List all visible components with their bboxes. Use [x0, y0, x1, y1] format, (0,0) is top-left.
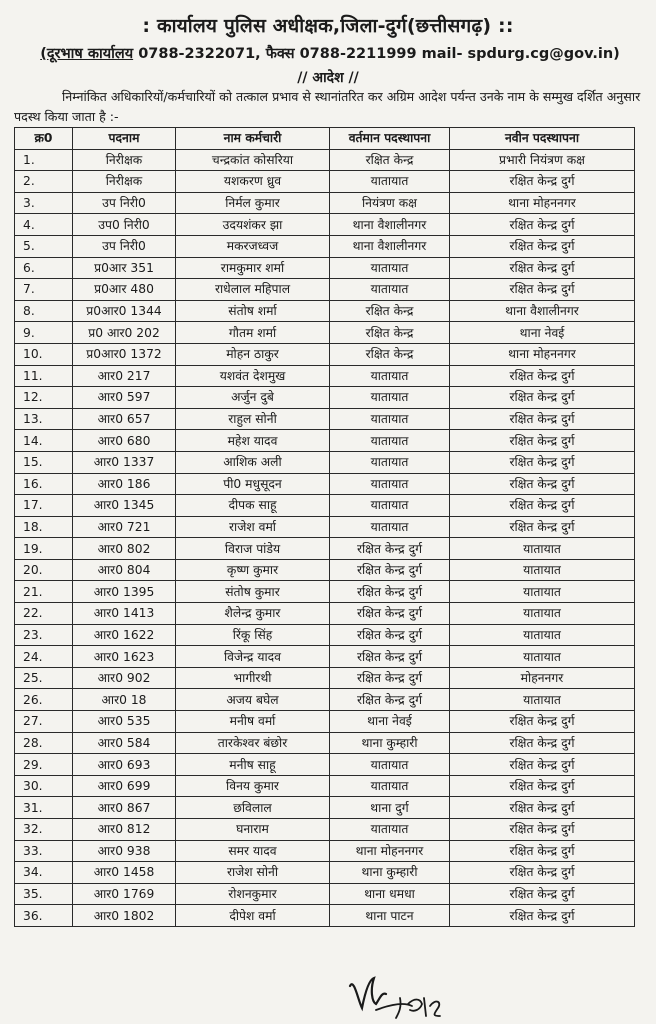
- table-row: [15, 235, 635, 257]
- cell-serial: 14.: [15, 430, 73, 452]
- cell-current-posting: थाना पाटन: [330, 905, 450, 927]
- cell-designation: आर0 802: [73, 538, 176, 560]
- table-row: [15, 149, 635, 171]
- table-row: [15, 905, 635, 927]
- contact-office-label: (दूरभाष कार्यालय: [40, 46, 134, 62]
- cell-current-posting: रक्षित केन्द्र: [330, 300, 450, 322]
- cell-designation: आर0 1345: [73, 495, 176, 517]
- cell-employee-name: विजेन्द्र यादव: [176, 646, 330, 668]
- cell-current-posting: यातायात: [330, 473, 450, 495]
- cell-serial: 23.: [15, 624, 73, 646]
- cell-serial: 19.: [15, 538, 73, 560]
- table-row: [15, 538, 635, 560]
- cell-current-posting: रक्षित केन्द्र दुर्ग: [330, 538, 450, 560]
- table-row: [15, 192, 635, 214]
- signature-icon: [340, 968, 450, 1020]
- cell-new-posting: रक्षित केन्द्र दुर्ग: [450, 883, 635, 905]
- cell-current-posting: थाना नेवई: [330, 711, 450, 733]
- table-row: [15, 451, 635, 473]
- cell-employee-name: रिंकू सिंह: [176, 624, 330, 646]
- cell-employee-name: तारकेश्वर बंछोर: [176, 732, 330, 754]
- cell-new-posting: रक्षित केन्द्र दुर्ग: [450, 365, 635, 387]
- cell-employee-name: आशिक अली: [176, 451, 330, 473]
- cell-serial: 5.: [15, 235, 73, 257]
- cell-new-posting: थाना मोहननगर: [450, 343, 635, 365]
- cell-new-posting: रक्षित केन्द्र दुर्ग: [450, 711, 635, 733]
- cell-employee-name: निर्मल कुमार: [176, 192, 330, 214]
- cell-current-posting: यातायात: [330, 516, 450, 538]
- cell-serial: 17.: [15, 495, 73, 517]
- cell-employee-name: रामकुमार शर्मा: [176, 257, 330, 279]
- cell-current-posting: थाना वैशालीनगर: [330, 235, 450, 257]
- cell-designation: निरीक्षक: [73, 149, 176, 171]
- cell-new-posting: थाना वैशालीनगर: [450, 300, 635, 322]
- cell-designation: आर0 186: [73, 473, 176, 495]
- cell-designation: आर0 1623: [73, 646, 176, 668]
- cell-employee-name: दीपक साहू: [176, 495, 330, 517]
- order-heading: // आदेश //: [297, 70, 359, 86]
- page-title: : कार्यालय पुलिस अधीक्षक,जिला-दुर्ग(छत्तीसगढ़) ::: [142, 15, 514, 37]
- cell-employee-name: विराज पांडेय: [176, 538, 330, 560]
- cell-current-posting: थाना धमधा: [330, 883, 450, 905]
- cell-new-posting: रक्षित केन्द्र दुर्ग: [450, 862, 635, 884]
- cell-serial: 13.: [15, 408, 73, 430]
- table-row: [15, 646, 635, 668]
- contact-line: [10, 43, 650, 63]
- table-row: [15, 840, 635, 862]
- table-row: [15, 732, 635, 754]
- table-row: [15, 473, 635, 495]
- cell-designation: आर0 1413: [73, 603, 176, 625]
- cell-serial: 11.: [15, 365, 73, 387]
- cell-serial: 22.: [15, 603, 73, 625]
- cell-serial: 4.: [15, 214, 73, 236]
- cell-designation: प्र0 आर0 202: [73, 322, 176, 344]
- cell-serial: 18.: [15, 516, 73, 538]
- cell-designation: आर0 217: [73, 365, 176, 387]
- cell-current-posting: रक्षित केन्द्र दुर्ग: [330, 689, 450, 711]
- cell-serial: 34.: [15, 862, 73, 884]
- cell-new-posting: रक्षित केन्द्र दुर्ग: [450, 473, 635, 495]
- cell-serial: 24.: [15, 646, 73, 668]
- cell-designation: आर0 804: [73, 559, 176, 581]
- table-row: [15, 689, 635, 711]
- cell-current-posting: थाना दुर्ग: [330, 797, 450, 819]
- cell-serial: 20.: [15, 559, 73, 581]
- cell-serial: 2.: [15, 171, 73, 193]
- cell-designation: प्र0आर0 1372: [73, 343, 176, 365]
- cell-employee-name: चन्द्रकांत कोसरिया: [176, 149, 330, 171]
- cell-current-posting: यातायात: [330, 171, 450, 193]
- cell-employee-name: मनीष वर्मा: [176, 711, 330, 733]
- cell-new-posting: यातायात: [450, 581, 635, 603]
- cell-designation: आर0 1458: [73, 862, 176, 884]
- cell-new-posting: यातायात: [450, 603, 635, 625]
- cell-designation: आर0 1337: [73, 451, 176, 473]
- table-row: [15, 214, 635, 236]
- cell-new-posting: रक्षित केन्द्र दुर्ग: [450, 819, 635, 841]
- cell-current-posting: थाना कुम्हारी: [330, 732, 450, 754]
- cell-new-posting: रक्षित केन्द्र दुर्ग: [450, 775, 635, 797]
- cell-designation: आर0 938: [73, 840, 176, 862]
- cell-serial: 28.: [15, 732, 73, 754]
- cell-current-posting: रक्षित केन्द्र दुर्ग: [330, 603, 450, 625]
- cell-employee-name: घनाराम: [176, 819, 330, 841]
- cell-employee-name: राहुल सोनी: [176, 408, 330, 430]
- cell-new-posting: रक्षित केन्द्र दुर्ग: [450, 797, 635, 819]
- cell-serial: 33.: [15, 840, 73, 862]
- table-row: [15, 279, 635, 301]
- cell-designation: आर0 584: [73, 732, 176, 754]
- cell-employee-name: शैलेन्द्र कुमार: [176, 603, 330, 625]
- cell-serial: 30.: [15, 775, 73, 797]
- cell-designation: आर0 699: [73, 775, 176, 797]
- cell-serial: 27.: [15, 711, 73, 733]
- cell-new-posting: यातायात: [450, 538, 635, 560]
- cell-designation: आर0 721: [73, 516, 176, 538]
- cell-serial: 1.: [15, 149, 73, 171]
- cell-current-posting: यातायात: [330, 451, 450, 473]
- table-header-row: [15, 128, 635, 150]
- cell-serial: 8.: [15, 300, 73, 322]
- cell-current-posting: यातायात: [330, 408, 450, 430]
- cell-current-posting: यातायात: [330, 279, 450, 301]
- cell-new-posting: रक्षित केन्द्र दुर्ग: [450, 840, 635, 862]
- cell-designation: उप0 निरी0: [73, 214, 176, 236]
- cell-employee-name: संतोष कुमार: [176, 581, 330, 603]
- cell-employee-name: कृष्ण कुमार: [176, 559, 330, 581]
- cell-current-posting: रक्षित केन्द्र दुर्ग: [330, 624, 450, 646]
- table-body: [15, 149, 635, 926]
- cell-employee-name: दीपेश वर्मा: [176, 905, 330, 927]
- cell-designation: प्र0आर0 1344: [73, 300, 176, 322]
- table-row: [15, 667, 635, 689]
- cell-new-posting: यातायात: [450, 559, 635, 581]
- cell-new-posting: यातायात: [450, 624, 635, 646]
- column-header-new-posting: नवीन पदस्थापना: [450, 128, 635, 150]
- table-row: [15, 754, 635, 776]
- table-row: [15, 343, 635, 365]
- cell-current-posting: थाना मोहननगर: [330, 840, 450, 862]
- cell-current-posting: यातायात: [330, 495, 450, 517]
- cell-current-posting: थाना कुम्हारी: [330, 862, 450, 884]
- cell-employee-name: गौतम शर्मा: [176, 322, 330, 344]
- cell-employee-name: राजेश सोनी: [176, 862, 330, 884]
- cell-designation: आर0 680: [73, 430, 176, 452]
- cell-serial: 26.: [15, 689, 73, 711]
- cell-employee-name: यशकरण ध्रुव: [176, 171, 330, 193]
- cell-designation: आर0 597: [73, 387, 176, 409]
- table-row: [15, 819, 635, 841]
- cell-employee-name: संतोष शर्मा: [176, 300, 330, 322]
- table-row: [15, 862, 635, 884]
- cell-employee-name: मकरजध्वज: [176, 235, 330, 257]
- cell-designation: उप निरी0: [73, 192, 176, 214]
- cell-employee-name: पी0 मधुसूदन: [176, 473, 330, 495]
- cell-employee-name: मोहन ठाकुर: [176, 343, 330, 365]
- cell-serial: 16.: [15, 473, 73, 495]
- cell-employee-name: अजय बघेल: [176, 689, 330, 711]
- cell-current-posting: यातायात: [330, 430, 450, 452]
- column-header-current-posting: वर्तमान पदस्थापना: [330, 128, 450, 150]
- cell-new-posting: रक्षित केन्द्र दुर्ग: [450, 257, 635, 279]
- cell-designation: आर0 1622: [73, 624, 176, 646]
- cell-designation: प्र0आर 480: [73, 279, 176, 301]
- cell-current-posting: रक्षित केन्द्र: [330, 149, 450, 171]
- table-row: [15, 495, 635, 517]
- table-row: [15, 430, 635, 452]
- intro-paragraph: निम्नांकित अधिकारियों/कर्मचारियों को तत्काल प्रभाव से स्थानांतरित कर अग्रिम आदेश पर्यन्त उनके नाम के सम्मुख दर्शित अनुसार पदस्थ किया जाता है :-: [14, 89, 641, 124]
- cell-new-posting: रक्षित केन्द्र दुर्ग: [450, 451, 635, 473]
- cell-serial: 36.: [15, 905, 73, 927]
- cell-serial: 32.: [15, 819, 73, 841]
- cell-designation: आर0 535: [73, 711, 176, 733]
- table-row: [15, 365, 635, 387]
- cell-serial: 3.: [15, 192, 73, 214]
- cell-employee-name: रोशनकुमार: [176, 883, 330, 905]
- cell-new-posting: रक्षित केन्द्र दुर्ग: [450, 235, 635, 257]
- cell-designation: प्र0आर 351: [73, 257, 176, 279]
- cell-serial: 31.: [15, 797, 73, 819]
- cell-designation: निरीक्षक: [73, 171, 176, 193]
- cell-new-posting: मोहननगर: [450, 667, 635, 689]
- cell-employee-name: उदयशंकर झा: [176, 214, 330, 236]
- cell-designation: आर0 1395: [73, 581, 176, 603]
- table-row: [15, 408, 635, 430]
- table-row: [15, 559, 635, 581]
- table-row: [15, 603, 635, 625]
- cell-serial: 35.: [15, 883, 73, 905]
- cell-employee-name: राजेश वर्मा: [176, 516, 330, 538]
- cell-employee-name: विनय कुमार: [176, 775, 330, 797]
- table-row: [15, 775, 635, 797]
- cell-employee-name: महेश यादव: [176, 430, 330, 452]
- cell-serial: 21.: [15, 581, 73, 603]
- cell-new-posting: यातायात: [450, 689, 635, 711]
- cell-designation: आर0 18: [73, 689, 176, 711]
- cell-current-posting: रक्षित केन्द्र: [330, 343, 450, 365]
- cell-current-posting: यातायात: [330, 257, 450, 279]
- table-row: [15, 322, 635, 344]
- cell-new-posting: रक्षित केन्द्र दुर्ग: [450, 214, 635, 236]
- cell-new-posting: रक्षित केन्द्र दुर्ग: [450, 495, 635, 517]
- cell-current-posting: यातायात: [330, 819, 450, 841]
- cell-new-posting: रक्षित केन्द्र दुर्ग: [450, 905, 635, 927]
- cell-employee-name: छविलाल: [176, 797, 330, 819]
- cell-current-posting: रक्षित केन्द्र दुर्ग: [330, 559, 450, 581]
- cell-designation: आर0 1769: [73, 883, 176, 905]
- cell-serial: 25.: [15, 667, 73, 689]
- cell-employee-name: भागीरथी: [176, 667, 330, 689]
- cell-employee-name: राधेलाल महिपाल: [176, 279, 330, 301]
- cell-new-posting: रक्षित केन्द्र दुर्ग: [450, 732, 635, 754]
- table-row: [15, 581, 635, 603]
- table-row: [15, 883, 635, 905]
- cell-current-posting: रक्षित केन्द्र दुर्ग: [330, 667, 450, 689]
- table-row: [15, 797, 635, 819]
- cell-serial: 29.: [15, 754, 73, 776]
- cell-new-posting: रक्षित केन्द्र दुर्ग: [450, 754, 635, 776]
- cell-new-posting: रक्षित केन्द्र दुर्ग: [450, 430, 635, 452]
- cell-current-posting: यातायात: [330, 775, 450, 797]
- cell-current-posting: यातायात: [330, 387, 450, 409]
- cell-new-posting: प्रभारी नियंत्रण कक्ष: [450, 149, 635, 171]
- cell-designation: आर0 693: [73, 754, 176, 776]
- table-row: [15, 387, 635, 409]
- cell-current-posting: यातायात: [330, 365, 450, 387]
- table-row: [15, 257, 635, 279]
- cell-current-posting: नियंत्रण कक्ष: [330, 192, 450, 214]
- column-header-designation: पदनाम: [73, 128, 176, 150]
- cell-designation: आर0 902: [73, 667, 176, 689]
- cell-current-posting: थाना वैशालीनगर: [330, 214, 450, 236]
- cell-new-posting: रक्षित केन्द्र दुर्ग: [450, 171, 635, 193]
- cell-serial: 6.: [15, 257, 73, 279]
- cell-new-posting: थाना मोहननगर: [450, 192, 635, 214]
- cell-new-posting: यातायात: [450, 646, 635, 668]
- cell-employee-name: समर यादव: [176, 840, 330, 862]
- cell-new-posting: थाना नेवई: [450, 322, 635, 344]
- contact-details: 0788-2322071, फैक्स 0788-2211999 mail- spdurg.cg@gov.in): [138, 46, 620, 62]
- table-row: [15, 300, 635, 322]
- table-row: [15, 171, 635, 193]
- cell-designation: उप निरी0: [73, 235, 176, 257]
- table-row: [15, 516, 635, 538]
- cell-designation: आर0 812: [73, 819, 176, 841]
- column-header-employee-name: नाम कर्मचारी: [176, 128, 330, 150]
- cell-serial: 10.: [15, 343, 73, 365]
- transfer-table: [14, 127, 635, 927]
- cell-current-posting: रक्षित केन्द्र दुर्ग: [330, 581, 450, 603]
- cell-serial: 15.: [15, 451, 73, 473]
- cell-designation: आर0 657: [73, 408, 176, 430]
- cell-employee-name: मनीष साहू: [176, 754, 330, 776]
- table-row: [15, 711, 635, 733]
- cell-current-posting: यातायात: [330, 754, 450, 776]
- cell-employee-name: अर्जुन दुबे: [176, 387, 330, 409]
- cell-serial: 12.: [15, 387, 73, 409]
- cell-new-posting: रक्षित केन्द्र दुर्ग: [450, 408, 635, 430]
- column-header-serial: क्र0: [15, 128, 73, 150]
- cell-new-posting: रक्षित केन्द्र दुर्ग: [450, 516, 635, 538]
- cell-employee-name: यशवंत देशमुख: [176, 365, 330, 387]
- cell-serial: 9.: [15, 322, 73, 344]
- cell-current-posting: रक्षित केन्द्र दुर्ग: [330, 646, 450, 668]
- table-row: [15, 624, 635, 646]
- cell-current-posting: रक्षित केन्द्र: [330, 322, 450, 344]
- cell-designation: आर0 1802: [73, 905, 176, 927]
- cell-serial: 7.: [15, 279, 73, 301]
- cell-new-posting: रक्षित केन्द्र दुर्ग: [450, 387, 635, 409]
- cell-designation: आर0 867: [73, 797, 176, 819]
- cell-new-posting: रक्षित केन्द्र दुर्ग: [450, 279, 635, 301]
